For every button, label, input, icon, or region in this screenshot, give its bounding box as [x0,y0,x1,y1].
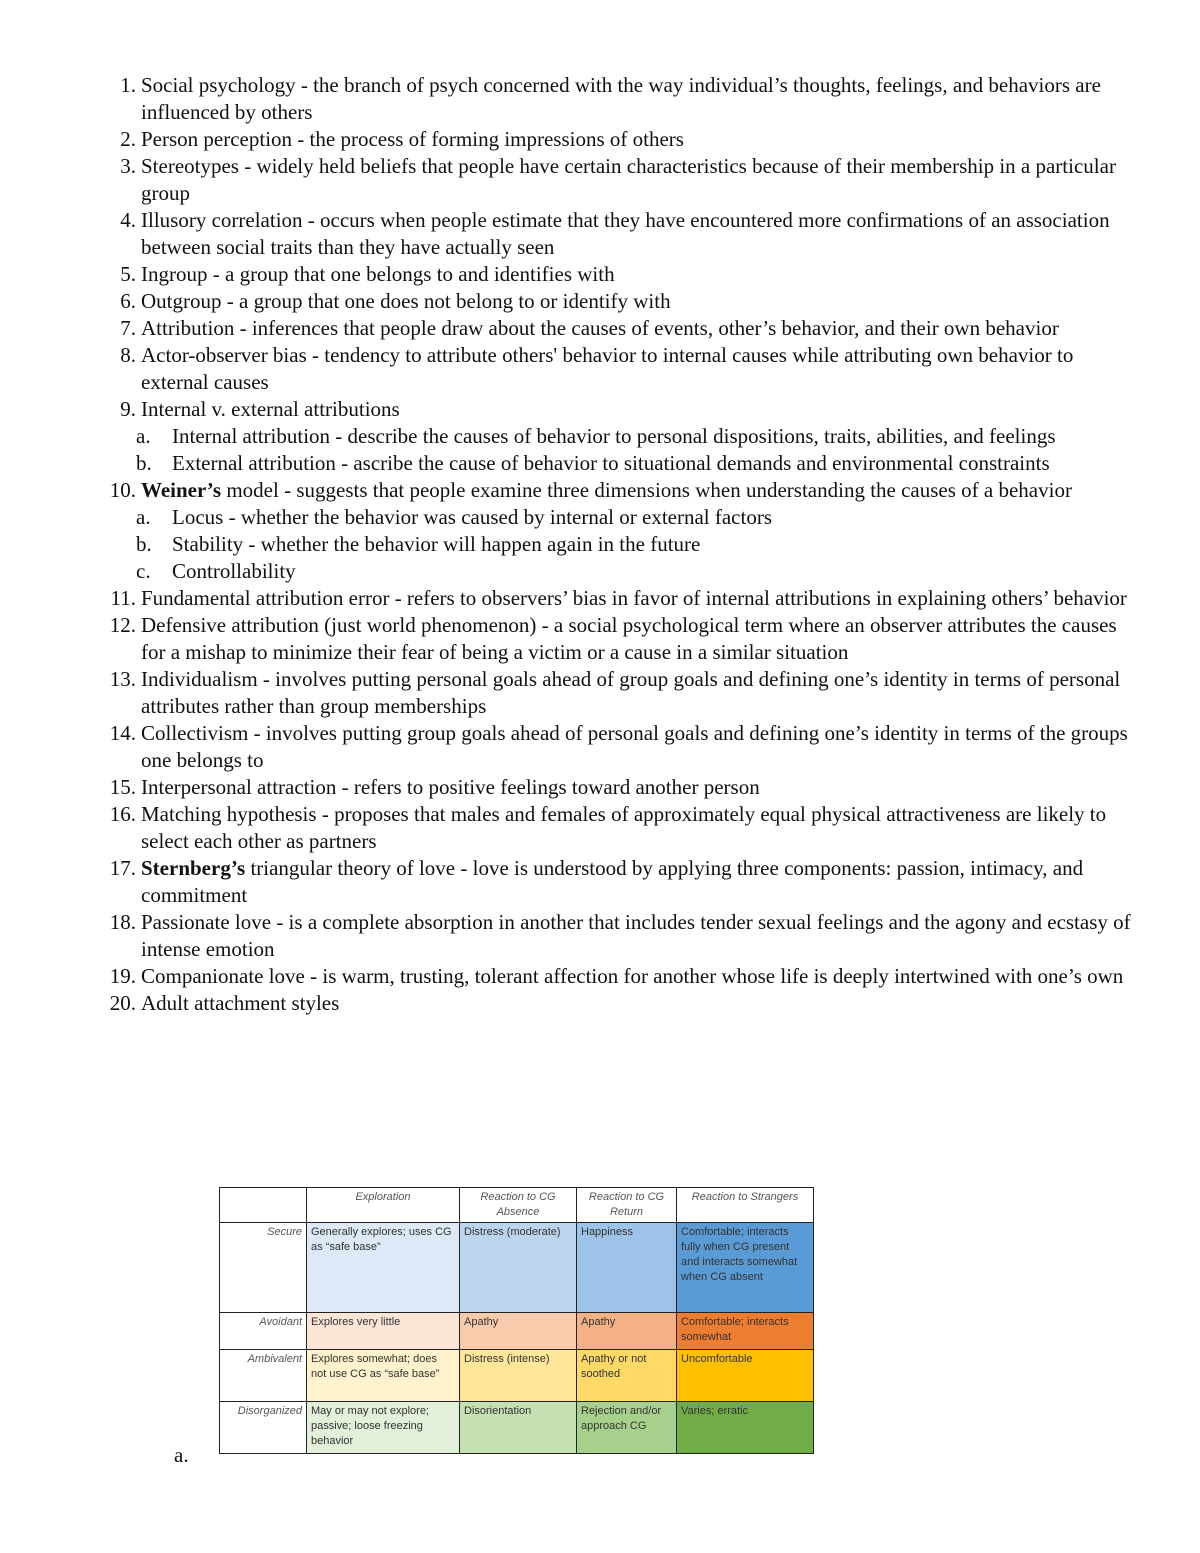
item-term: Ingroup [141,262,208,286]
item-number: 3. [120,154,136,178]
item-definition: - refers to positive feelings toward another person [336,775,760,799]
sub-list [102,504,1142,585]
list-item [102,288,1142,315]
table-cell: Apathy [460,1313,577,1350]
item-number: 16. [109,802,136,826]
list-item [102,261,1142,288]
item-definition: - is warm, trusting, tolerant affection for another whose life is deeply intertwined with one’s own [304,964,1124,988]
item-number: 8. [120,343,136,367]
item-term: Actor-observer bias [141,343,307,367]
item-definition: - occurs when people estimate that they have encountered more confirmations of an association between social traits than they have actually seen [141,208,1110,259]
list-item [102,990,1142,1017]
table-header-cell: Reaction to CG Return [577,1188,677,1223]
list-item [102,315,1142,342]
table-header-row [220,1188,814,1223]
table-cell: Explores somewhat; does not use CG as “safe base” [307,1350,460,1402]
item-number: 15. [109,775,136,799]
item-term: Outgroup [141,289,222,313]
item-number: 12. [109,613,136,637]
table-cell: Comfortable; interacts somewhat [677,1313,814,1350]
list-item [102,477,1142,585]
item-number: 11. [110,586,136,610]
item-number: 2. [120,127,136,151]
item-number: 10. [109,478,136,502]
sub-list-item [102,504,1142,531]
table-header-cell: Reaction to Strangers [677,1188,814,1223]
row-header-cell: Avoidant [220,1313,307,1350]
sub-list-item [102,423,1142,450]
list-item [102,342,1142,396]
table-cell: Uncomfortable [677,1350,814,1402]
item-number: 17. [109,856,136,880]
item-term: Stereotypes [141,154,239,178]
sub-item-letter: a. [136,505,151,529]
table-cell: Distress (moderate) [460,1223,577,1313]
item-term: Defensive attribution (just world phenomenon) [141,613,537,637]
sub-item-letter: c. [136,559,151,583]
table-cell: Rejection and/or approach CG [577,1402,677,1454]
item-term: Person perception [141,127,293,151]
table-cell: Generally explores; uses CG as “safe base” [307,1223,460,1313]
list-item [102,612,1142,666]
attachment-styles-table-image [219,1187,813,1451]
list-item [102,909,1142,963]
item-definition: - the branch of psych concerned with the way individual’s thoughts, feelings, and behaviors are influenced by others [141,73,1101,124]
item-definition: - a social psychological term where an observer attributes the causes for a mishap to minimize their fear of being a victim or a cause in a similar situation [141,613,1117,664]
item-definition: model - suggests that people examine three dimensions when understanding the causes of a behavior [221,478,1072,502]
table-cell: Distress (intense) [460,1350,577,1402]
item-term: Companionate love [141,964,305,988]
item-number: 5. [120,262,136,286]
item-number: 18. [109,910,136,934]
sub-item-text: Controllability [172,559,296,583]
item-definition: - proposes that males and females of approximately equal physical attractiveness are likely to select each other as partners [141,802,1107,853]
item-definition: - refers to observers’ bias in favor of internal attributions in explaining others’ behavior [389,586,1127,610]
item-number: 6. [120,289,136,313]
item-bold-name: Weiner’s [141,478,222,502]
table-cell: Happiness [577,1223,677,1313]
list-item [102,396,1142,477]
list-item [102,72,1142,126]
table-row [220,1223,814,1313]
item-term: Fundamental attribution error [141,586,390,610]
item-number: 13. [109,667,136,691]
item-term: Interpersonal attraction [141,775,337,799]
attachment-styles-table [219,1187,814,1454]
sub-item-letter: b. [136,451,152,475]
sub-list-item [102,558,1142,585]
table-row [220,1350,814,1402]
list-item [102,585,1142,612]
row-header-cell: Ambivalent [220,1350,307,1402]
item-term: Passionate love [141,910,272,934]
item-definition: triangular theory of love - love is understood by applying three components: passion, intimacy, and commitment [141,856,1084,907]
list-item [102,153,1142,207]
table-cell: Apathy or not soothed [577,1350,677,1402]
item-term: Matching hypothesis [141,802,317,826]
item-number: 4. [120,208,136,232]
sub-item-text: Internal attribution - describe the causes of behavior to personal dispositions, traits, abilities, and feelings [172,424,1056,448]
list-item [102,801,1142,855]
item-term: Illusory correlation [141,208,303,232]
item-definition: - tendency to attribute others' behavior to internal causes while attributing own behavior to external causes [141,343,1074,394]
table-cell: Apathy [577,1313,677,1350]
row-header-cell: Secure [220,1223,307,1313]
list-item [102,774,1142,801]
table-cell: Explores very little [307,1313,460,1350]
table-header-cell: Exploration [307,1188,460,1223]
sub-item-letter: a. [136,424,151,448]
item-definition: - a group that one does not belong to or identify with [221,289,671,313]
item-definition: - is a complete absorption in another that includes tender sexual feelings and the agony and ecstasy of intense emotion [141,910,1131,961]
table-row [220,1402,814,1454]
item-number: 14. [109,721,136,745]
item-bold-name: Sternberg’s [141,856,246,880]
item-number: 19. [109,964,136,988]
table-cell: Comfortable; interacts fully when CG present and interacts somewhat when CG absent [677,1223,814,1313]
table-cell: Disorientation [460,1402,577,1454]
item-term: Internal v. external attributions [141,397,400,421]
sub-item-letter: b. [136,532,152,556]
sub-list [102,423,1142,477]
item-definition: - a group that one belongs to and identifies with [207,262,615,286]
item-term: Adult attachment styles [141,991,340,1015]
row-header-cell: Disorganized [220,1402,307,1454]
table-header-cell [220,1188,307,1223]
sub-list-item [102,531,1142,558]
table-row [220,1313,814,1350]
item-number: 20. [109,991,136,1015]
table-cell: May or may not explore; passive; loose freezing behavior [307,1402,460,1454]
list-item [102,963,1142,990]
sub-item-text: External attribution - ascribe the cause of behavior to situational demands and environmental constraints [172,451,1050,475]
table-header-cell: Reaction to CG Absence [460,1188,577,1223]
item-definition: - inferences that people draw about the causes of events, other’s behavior, and their own behavior [234,316,1059,340]
list-item [102,207,1142,261]
item-term: Attribution [141,316,235,340]
list-item [102,126,1142,153]
item-definition: - involves putting personal goals ahead of group goals and defining one’s identity in terms of personal attributes rather than group memberships [141,667,1121,718]
sub-item-text: Stability - whether the behavior will happen again in the future [172,532,701,556]
item-definition: - the process of forming impressions of others [292,127,684,151]
list-item [102,855,1142,909]
table-item-letter: a. [174,1443,189,1467]
table-cell: Varies; erratic [677,1402,814,1454]
item-term: Collectivism [141,721,249,745]
item-number: 9. [120,397,136,421]
item-definition: - widely held beliefs that people have certain characteristics because of their membership in a particular group [141,154,1116,205]
item-number: 1. [120,73,136,97]
item-number: 7. [120,316,136,340]
definitions-list [102,72,1142,1017]
sub-item-text: Locus - whether the behavior was caused by internal or external factors [172,505,773,529]
list-item [102,666,1142,720]
item-definition: - involves putting group goals ahead of personal goals and defining one’s identity in terms of the groups one belongs to [141,721,1128,772]
item-term: Individualism [141,667,258,691]
item-term: Social psychology [141,73,296,97]
list-item [102,720,1142,774]
sub-list-item [102,450,1142,477]
